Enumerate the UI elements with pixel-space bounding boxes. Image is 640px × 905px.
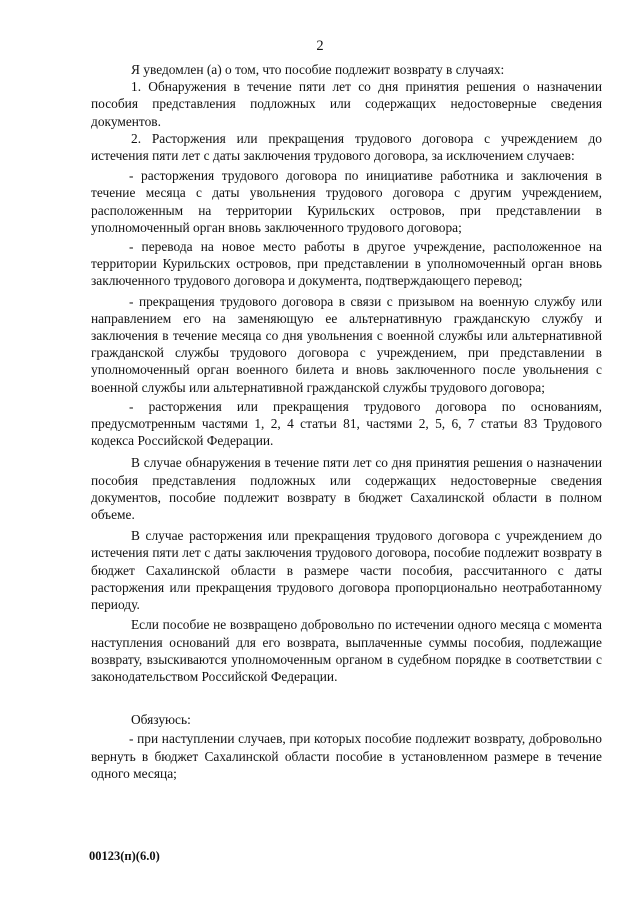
clause-2: 2. Расторжения или прекращения трудового договора с учреждением до истечения пяти лет с даты заключения трудового договора, за исключением случаев:: [91, 130, 602, 164]
refund-contract-termination: В случае расторжения или прекращения трудового договора с учреждением до истечения пяти лет с даты заключения трудового договора, пособие подлежит возврату в бюджет Сахалинской области в размере части пособия, рассчитанного с даты расторжения или прекращения трудового договора пропорционально неотработанному периоду.: [91, 528, 602, 613]
clause-1: 1. Обнаружения в течение пяти лет со дня принятия решения о назначении пособия представления подложных или содержащих недостоверные сведения документов.: [91, 79, 602, 129]
page-number: 2: [316, 38, 324, 54]
obligation-refund: - при наступлении случаев, при которых пособие подлежит возврату, добровольно вернуть в бюджет Сахалинской области пособие в установленном размере в течение одного месяца;: [91, 731, 602, 781]
exception-resignation: - расторжения трудового договора по инициативе работника и заключения в течение месяца с даты увольнения трудового договора с другим учреждением, расположенным на территории Курильских островов, при представлении в уполномоченный орган вновь заключенного трудового договора;: [91, 168, 602, 235]
exception-military-service: - прекращения трудового договора в связи с призывом на военную службу или направлением его на заменяющую ее альтернативную гражданскую службу и заключения в течение месяца со дня увольнения с военной службы или альтернативной гражданской службы трудового договора с учреждением, при представлении в уполномоченный орган военного билета и вновь заключенного после увольнения с военной службы или альтернативной гражданской службы трудового договора;: [91, 293, 602, 395]
refund-court-recovery: Если пособие не возвращено добровольно по истечении одного месяца с момента наступления оснований для его возврата, выплаченные суммы пособия, подлежащие возврату, взыскиваются уполномоченным органом в судебном порядке в соответствии с законодательством Российской Федерации.: [91, 617, 602, 684]
exception-transfer: - перевода на новое место работы в другое учреждение, расположенное на территории Курильских островов, при представлении в уполномоченный орган вновь заключенного трудового договора и документа, подтверждающего перевод;: [91, 239, 602, 289]
refund-false-documents: В случае обнаружения в течение пяти лет со дня принятия решения о назначении пособия представления подложных или содержащих недостоверные сведения документов, пособие подлежит возврату в бюджет Сахалинской области в полном объеме.: [91, 455, 602, 523]
document-body: [91, 61, 602, 782]
obligation-heading: Обязуюсь:: [131, 712, 191, 728]
form-code: 00123(п)(6.0): [89, 849, 160, 863]
exception-labor-code: - расторжения или прекращения трудового договора по основаниям, предусмотренным частями 1, 2, 4 статьи 81, частями 2, 5, 6, 7 статьи 83 Трудового кодекса Российской Федерации.: [91, 398, 602, 449]
notice-intro: Я уведомлен (а) о том, что пособие подлежит возврату в случаях:: [131, 62, 505, 77]
